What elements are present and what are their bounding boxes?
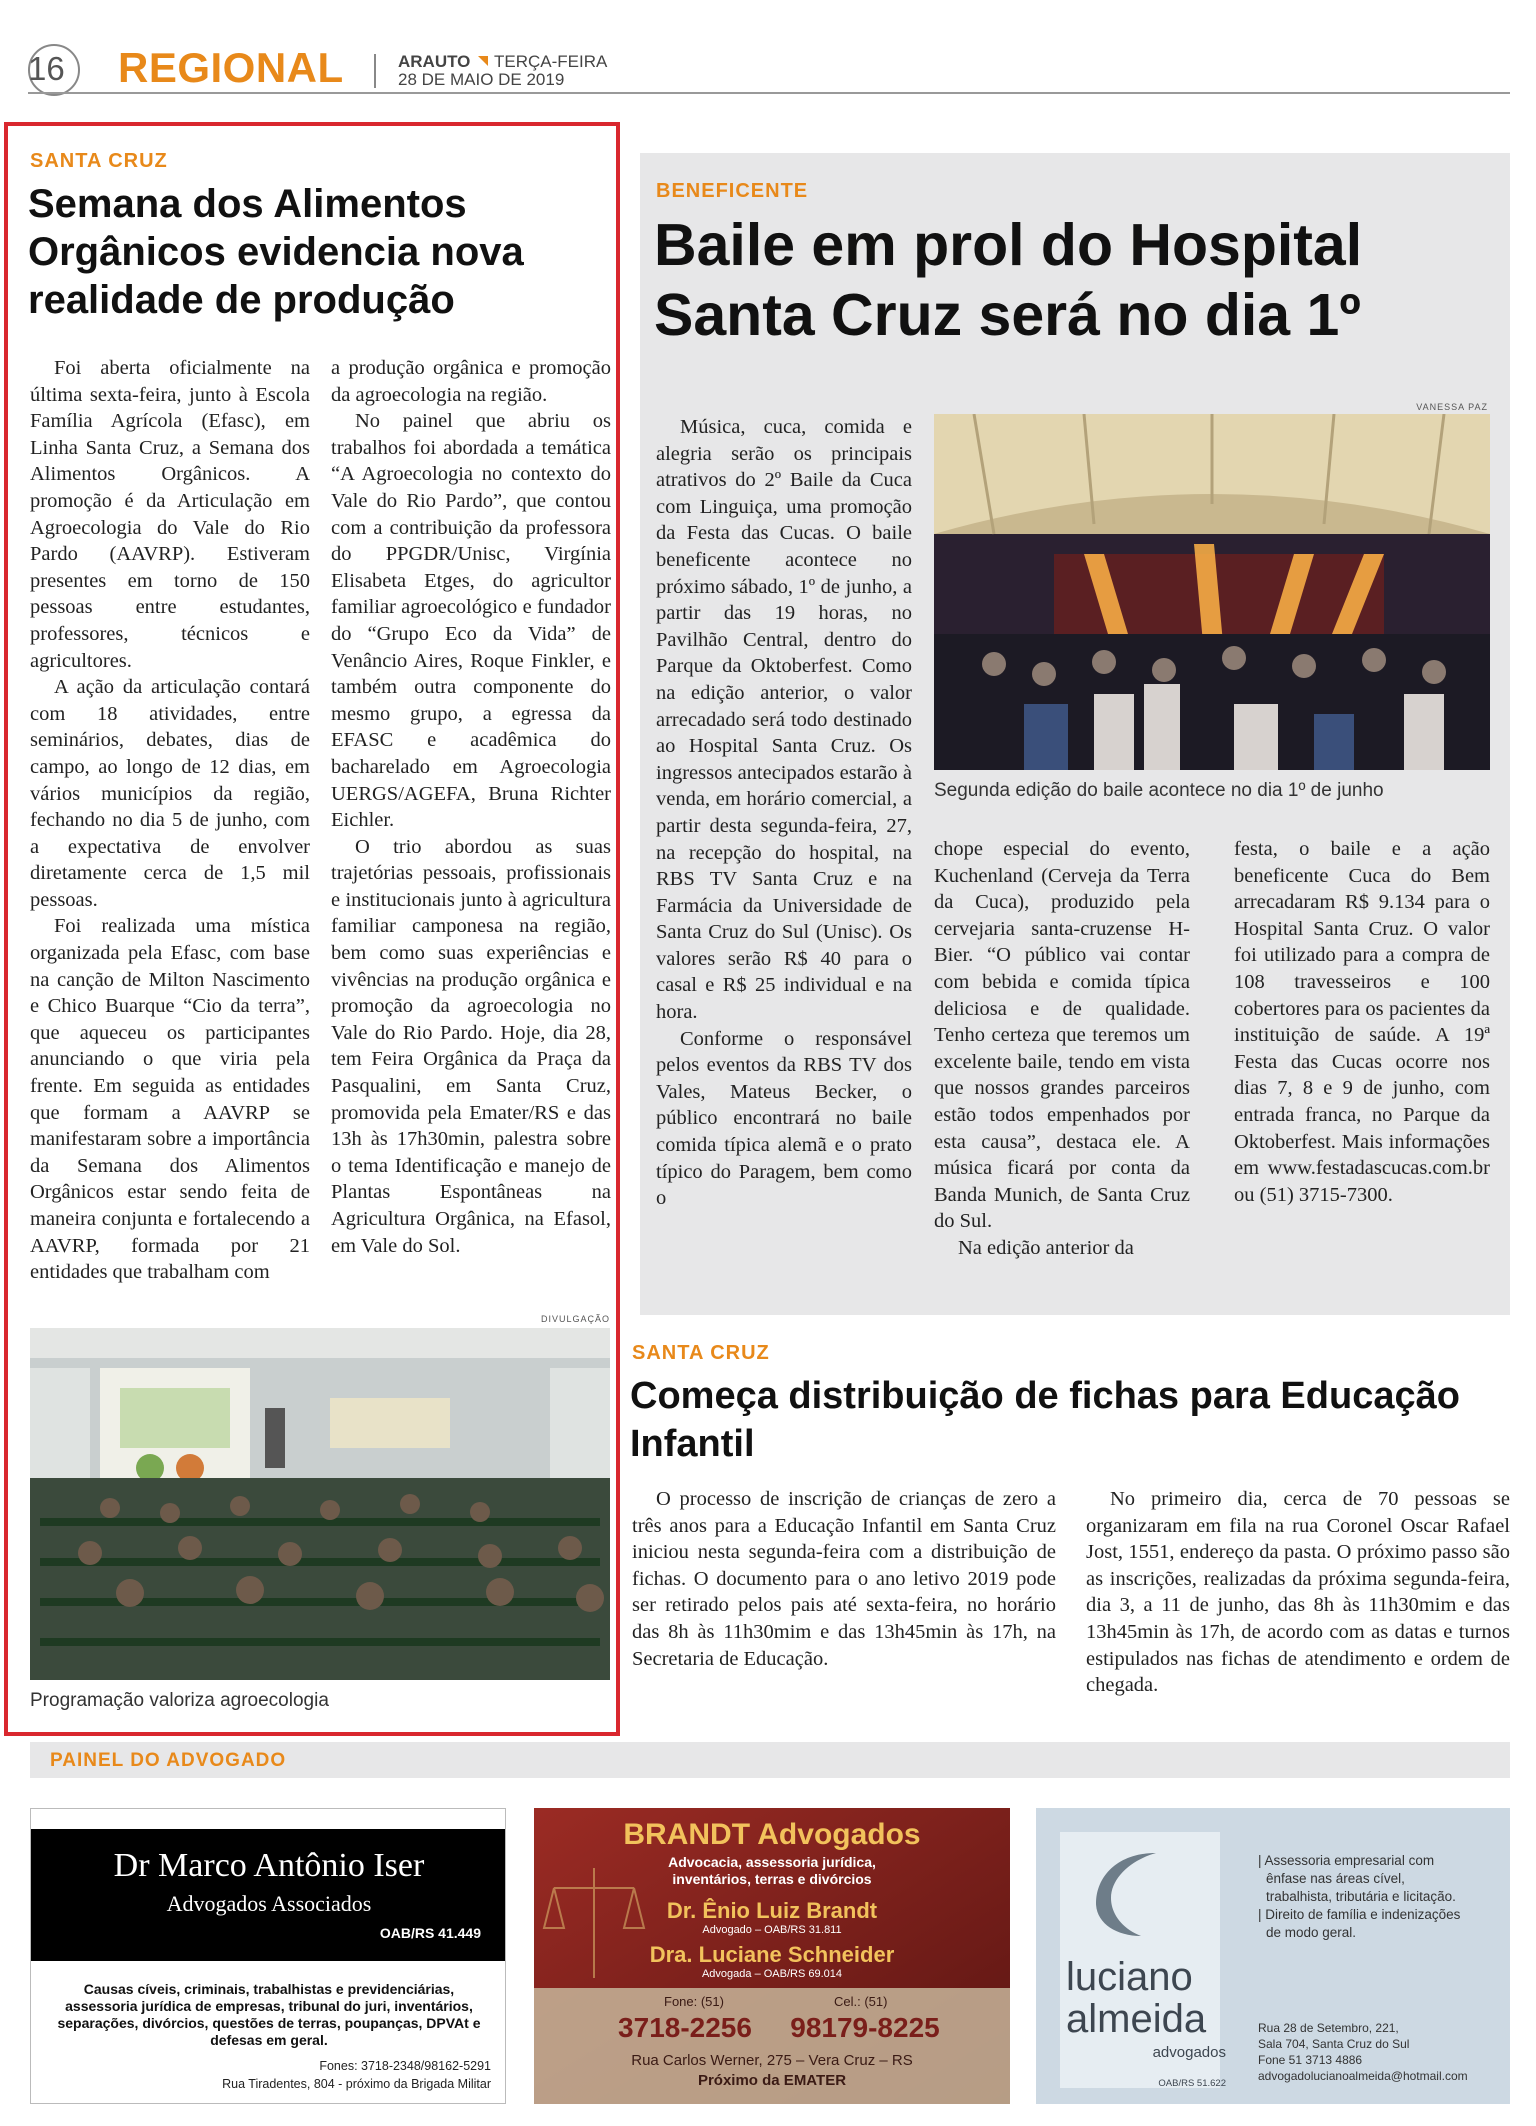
ad3-name-line1: luciano	[1066, 1955, 1193, 1999]
ad1-firm: Advogados Associados	[166, 1891, 372, 1916]
ad2-lawyer1-oab: Advogado – OAB/RS 31.811	[702, 1924, 842, 1936]
ad3-logo-icon	[1086, 1848, 1186, 1938]
ad3-services	[1258, 1852, 1498, 1942]
paragraph: festa, o baile e a ação beneficente Cuca do Bem arrecadaram R$ 9.134 para o Hospital Santa Cruz. O valor foi utilizado para a compra de 108 travesseiros e 100 cobertores para os pacientes da instituição de saúde. A 19ª Festa das Cucas ocorre nos dias 7, 8 e 9 de junho, com entrada franca, no Parque da Oktoberfest. Mais informações em www.festadascucas.com.br ou (51) 3715-7300.	[1234, 838, 1490, 1206]
brand-name: ARAUTO	[398, 52, 471, 71]
header-rule	[28, 92, 1510, 94]
paragraph: chope especial do evento, Kuchenland (Cerveja da Terra da Cuca), produzido pela cervejaria santa-cruzense H-Bier. “O público vai contar com bebida e comida típica deliciosa e de qualidade. Tenho certeza que teremos um excelente baile, tendo em vista que nossos grandes parceiros estão todos empenhados por esta causa”, destaca ele. A música ficará por conta da Banda Munich, de Santa Cruz do Sul.	[934, 838, 1190, 1233]
ad1-services: Causas cíveis, criminais, trabalhistas e previdenciárias, assessoria jurídica de empresas, tribunal do juri, inventários, separações, divórcios, questões de terras, poupanças, DPVAt e defesas em geral.	[57, 1981, 481, 2048]
story3-column-1	[632, 1486, 1056, 1672]
story1-photo	[30, 1328, 610, 1680]
ad3-service-line: ênfase nas áreas cível,	[1266, 1871, 1405, 1886]
ad2-lawyer2: Dra. Luciane Schneider	[649, 1942, 895, 1967]
ad3-oab: OAB/RS 51.622	[1158, 2078, 1226, 2089]
paragraph: Conforme o responsável pelos eventos da RBS TV dos Vales, Mateus Becker, o público encontrará no baile comida típica alemã e o prato típico do Paragem, bem como o	[656, 1027, 912, 1210]
paragraph: No painel que abriu os trabalhos foi abordada a temática “A Agroecologia no contexto do Vale do Rio Pardo”, que contou com a contribuição da professora do PPGDR/Unisc, Virgínia Elisabeta Etges, do agricultor familiar agroecológico e fundador do “Grupo Eco da Vida” de Venâncio Aires, Roque Finkler, e também outra componente do mesmo grupo, a egressa da EFASC e acadêmica do bacharelado em Agroecologia UERGS/AGEFA, Bruna Richter Eichler.	[331, 410, 611, 832]
paragraph: A ação da articulação contará com 18 atividades, entre seminários, debates, dias de campo, ao longo de 12 dias, em vários municípios da região, fechando no dia 5 de junho, com a expectativa de envolver diretamente cerca de 1,5 mil pessoas.	[30, 676, 310, 911]
story2-headline: Baile em prol do Hospital Santa Cruz será no dia 1º	[654, 212, 1363, 348]
ad2-phone: 3718-2256	[618, 2012, 752, 2043]
ad3-address-line: Rua 28 de Setembro, 221,	[1258, 2021, 1399, 2035]
paragraph: a produção orgânica e promoção da agroecologia na região.	[331, 357, 611, 406]
brand-mark-icon	[478, 56, 488, 66]
auditorium-photo	[30, 1328, 610, 1680]
story1-column-1	[30, 355, 310, 1286]
ad2-title: BRANDT Advogados	[623, 1818, 921, 1851]
story2-photo	[934, 414, 1490, 770]
ad2-lawyer1: Dr. Ênio Luiz Brandt	[666, 1898, 878, 1923]
ad3-address	[1258, 2020, 1508, 2084]
story3-headline: Começa distribuição de fichas para Educação Infantil	[630, 1375, 1460, 1465]
issue-date: 28 DE MAIO DE 2019	[398, 70, 565, 89]
ad-marco-antonio-iser[interactable]	[30, 1808, 506, 2104]
ad3-service-line: | Assessoria empresarial com	[1258, 1853, 1435, 1868]
ad2-reference: Próximo da EMATER	[697, 2072, 847, 2089]
ad1-name: Dr Marco Antônio Iser	[113, 1847, 425, 1884]
paragraph: Foi realizada uma mística organizada pela Efasc, com base na canção de Milton Nascimento e Chico Buarque “Cio da terra”, que aqueceu os participantes anunciando o que viria pela frente. Em seguida as entidades que formam a AAVRP se manifestaram sobre a importância da Semana dos Alimentos Orgânicos estar sendo feita de maneira conjunta e fortalecendo a AAVRP, formada por 21 entidades que trabalham com	[30, 915, 310, 1284]
story2-column-2	[934, 836, 1190, 1262]
story2-column-3	[1234, 836, 1490, 1208]
story1-kicker: SANTA CRUZ	[30, 150, 168, 172]
ad2-phone-label: Fone: (51)	[664, 1994, 724, 2009]
paragraph: Na edição anterior da	[958, 1236, 1134, 1259]
paragraph: No primeiro dia, cerca de 70 pessoas se organizaram em fila na rua Coronel Oscar Rafael Jost, 1551, endereço da pasta. O próximo passo são as inscrições, realizadas da próxima segunda-feira, dia 3, a 11 de junho, das 8h às 11h30mim e das 13h45min às 17h, de acordo com as datas e turnos estipulados nas fichas de atendimento e ordem de chegada.	[1086, 1488, 1510, 1697]
paragraph: Foi aberta oficialmente na última sexta-feira, junto à Escola Família Agrícola (Efasc), em Linha Santa Cruz, a Semana dos Alimentos Orgânicos. A promoção é da Articulação em Agroecologia do Vale do Rio Pardo (AAVRP). Estiveram presentes em torno de 150 pessoas entre estudantes, professores, técnicos e agricultores.	[30, 357, 310, 672]
ad3-service-line: de modo geral.	[1266, 1925, 1357, 1940]
ad3-address-line: Sala 704, Santa Cruz do Sul	[1258, 2037, 1410, 2051]
ad3-service-line: trabalhista, tributária e licitação.	[1266, 1889, 1456, 1904]
ad1-phones: Fones: 3718-2348/98162-5291	[319, 2059, 491, 2073]
story1-column-2	[331, 355, 611, 1259]
ad2-lawyer2-oab: Advogada – OAB/RS 69.014	[701, 1968, 843, 1980]
story1-photo-credit: DIVULGAÇÃO	[540, 1314, 610, 1324]
paragraph: O processo de inscrição de crianças de zero a três anos para a Educação Infantil em Santa Cruz iniciou nesta segunda-feira com a distribuição de fichas. O documento para o ano letivo 2019 pode ser retirado pelos pais até sexta-feira, no horário das 8h às 11h30mim e das 13h45min às 17h, na Secretaria de Educação.	[632, 1488, 1056, 1670]
ad3-subtitle: advogados	[1152, 2044, 1226, 2061]
story1-caption: Programação valoriza agroecologia	[30, 1690, 329, 1711]
dance-hall-photo	[934, 414, 1490, 770]
paragraph: Música, cuca, comida e alegria serão os principais atrativos do 2º Baile da Cuca com Linguiça, uma promoção da Festa das Cucas. O baile beneficente acontece no próximo sábado, 1º de junho, a partir das 19 horas, no Pavilhão Central, dentro do Parque da Oktoberfest. Como na edição anterior, o valor arrecadado será todo destinado ao Hospital Santa Cruz. Os ingressos antecipados estarão à venda, em horário comercial, a partir desta segunda-feira, 27, na recepção do hospital, na RBS TV Santa Cruz e na Farmácia da Universidade de Santa Cruz do Sul (Unisc). Os valores serão R$ 40 para o casal e R$ 25 individual e na hora.	[656, 416, 912, 1024]
ad3-name-line2: almeida	[1066, 1997, 1207, 2041]
ad3-service-line: | Direito de família e indenizações	[1258, 1907, 1461, 1922]
ad2-cel: 98179-8225	[790, 2012, 940, 2043]
story3-kicker: SANTA CRUZ	[632, 1342, 770, 1364]
ad-brandt-advogados[interactable]	[534, 1808, 1010, 2104]
ad1-address: Rua Tiradentes, 804 - próximo da Brigada Militar	[222, 2077, 491, 2091]
paragraph: O trio abordou as suas trajetórias pessoais, profissionais e institucionais junto à agricultura familiar camponesa na região, bem como suas experiências e vivências na produção orgânica e promoção da agroecologia no Vale do Rio Pardo. Hoje, dia 28, tem Feira Orgânica da Praça da Pasqualini, em Santa Cruz, promovida pela Emater/RS e das 13h às 17h30min, palestra sobre o tema Identificação e manejo de Plantas Espontâneas na Agricultura Orgânica, na Efasol, em Vale do Sol.	[331, 835, 611, 1257]
ad3-address-line: advogadolucianoalmeida@hotmail.com	[1258, 2069, 1468, 2083]
story2-kicker: BENEFICENTE	[656, 180, 809, 202]
story2-column-1	[656, 414, 912, 1212]
ad2-address: Rua Carlos Werner, 275 – Vera Cruz – RS	[631, 2052, 913, 2069]
story2-photo-credit: VANESSA PAZ	[1416, 402, 1488, 412]
story1-headline: Semana dos Alimentos Orgânicos evidencia nova realidade de produção	[28, 182, 524, 322]
ad-luciano-almeida[interactable]	[1036, 1808, 1510, 2104]
ad3-address-line: Fone 51 3713 4886	[1258, 2053, 1363, 2067]
ad1-oab: OAB/RS 41.449	[379, 1925, 481, 1941]
ad2-services: Advocacia, assessoria jurídica, inventários, terras e divórcios	[668, 1854, 876, 1887]
story2-caption: Segunda edição do baile acontece no dia 1º de junho	[934, 780, 1384, 801]
weekday: TERÇA-FEIRA	[494, 52, 608, 71]
page-number: 16	[28, 50, 65, 87]
ad2-cel-label: Cel.: (51)	[834, 1994, 888, 2009]
story3-column-2	[1086, 1486, 1510, 1699]
ads-section-title: PAINEL DO ADVOGADO	[50, 1750, 287, 1771]
header-divider-vertical	[374, 54, 376, 88]
section-title: REGIONAL	[118, 44, 344, 91]
